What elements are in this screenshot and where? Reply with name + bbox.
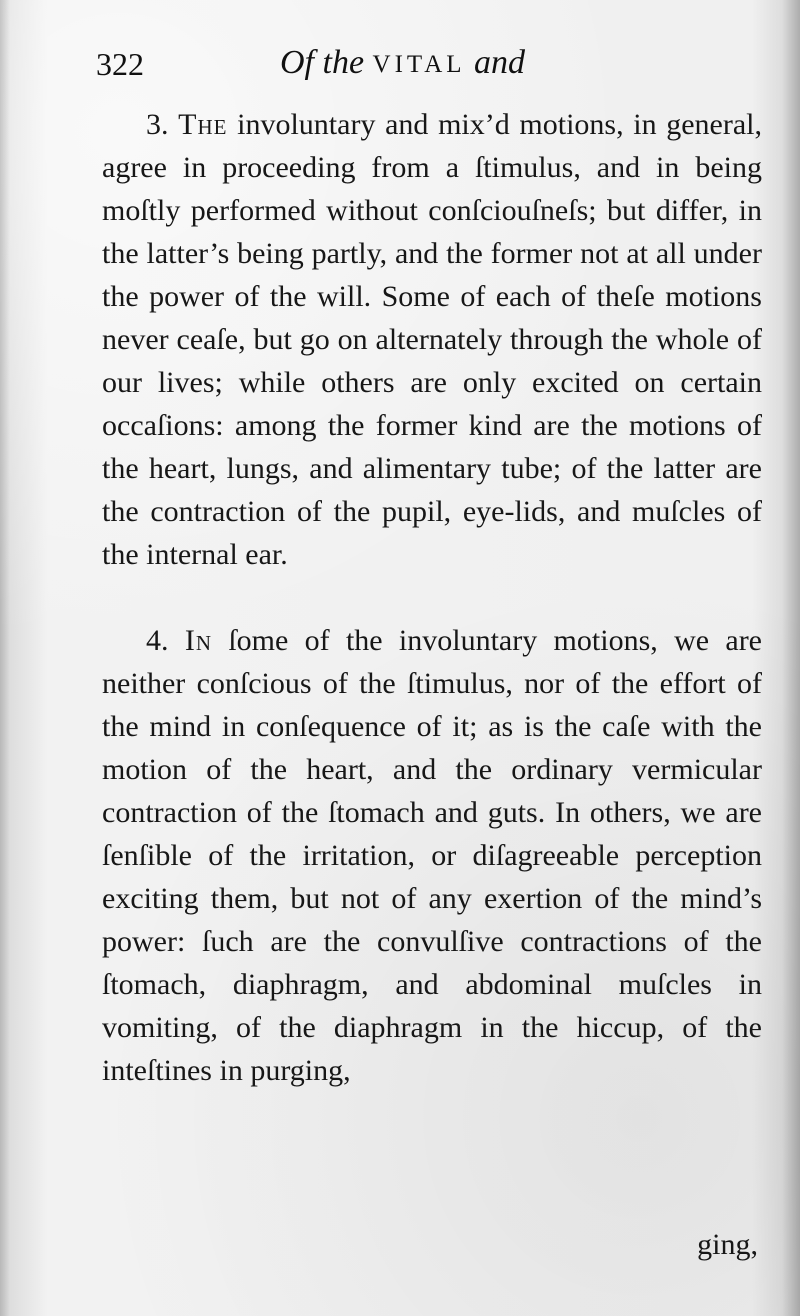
page-right-shadow bbox=[782, 0, 800, 1316]
paragraph-number: 4. bbox=[146, 624, 169, 657]
paragraph-lead-word: The bbox=[178, 108, 228, 141]
running-head-smallcaps: VITAL bbox=[372, 51, 466, 78]
page-body bbox=[102, 103, 762, 1135]
paragraph-3 bbox=[102, 103, 762, 576]
running-head bbox=[280, 44, 525, 82]
page-number: 322 bbox=[96, 46, 144, 82]
paragraph-lead-word: In bbox=[184, 624, 212, 657]
running-head-prefix: Of the bbox=[280, 44, 365, 81]
paragraph-4 bbox=[102, 619, 762, 1092]
paragraph-text: ſome of the involuntary motions, we are neither conſcious of the ſtimulus, nor of the effort of the mind in conſequence of it; as is the caſe with the motion of the heart, and the ordinary vermicular contraction of the ſtomach and guts. In others, we are ſenſible of the irritation, or diſagreeable perception exciting them, but not of any exertion of the mind’s power: ſuch are the convulſive contractions of the ſtomach, diaphragm, and abdominal muſcles in vomiting, of the diaphragm in the hiccup, of the inteſtines in purging, bbox=[102, 624, 762, 1087]
running-head-suffix: and bbox=[474, 44, 526, 81]
catchword: ging, bbox=[697, 1228, 758, 1261]
page-header bbox=[96, 40, 760, 88]
paragraph-text: involuntary and mix’d motions, in general, agree in proceeding from a ſtimulus, and in being moſtly performed without conſciouſneſs; but differ, in the latter’s being partly, and the former not at all under the power of the will. Some of each of theſe motions never ceaſe, but go on alternately through the whole of our lives; while others are only excited on certain occaſions: among the former kind are the motions of the heart, lungs, and alimentary tube; of the latter are the contraction of the pupil, eye-lids, and muſcles of the internal ear. bbox=[102, 108, 762, 571]
page-left-shadow bbox=[0, 0, 10, 1316]
paragraph-number: 3. bbox=[146, 108, 169, 141]
